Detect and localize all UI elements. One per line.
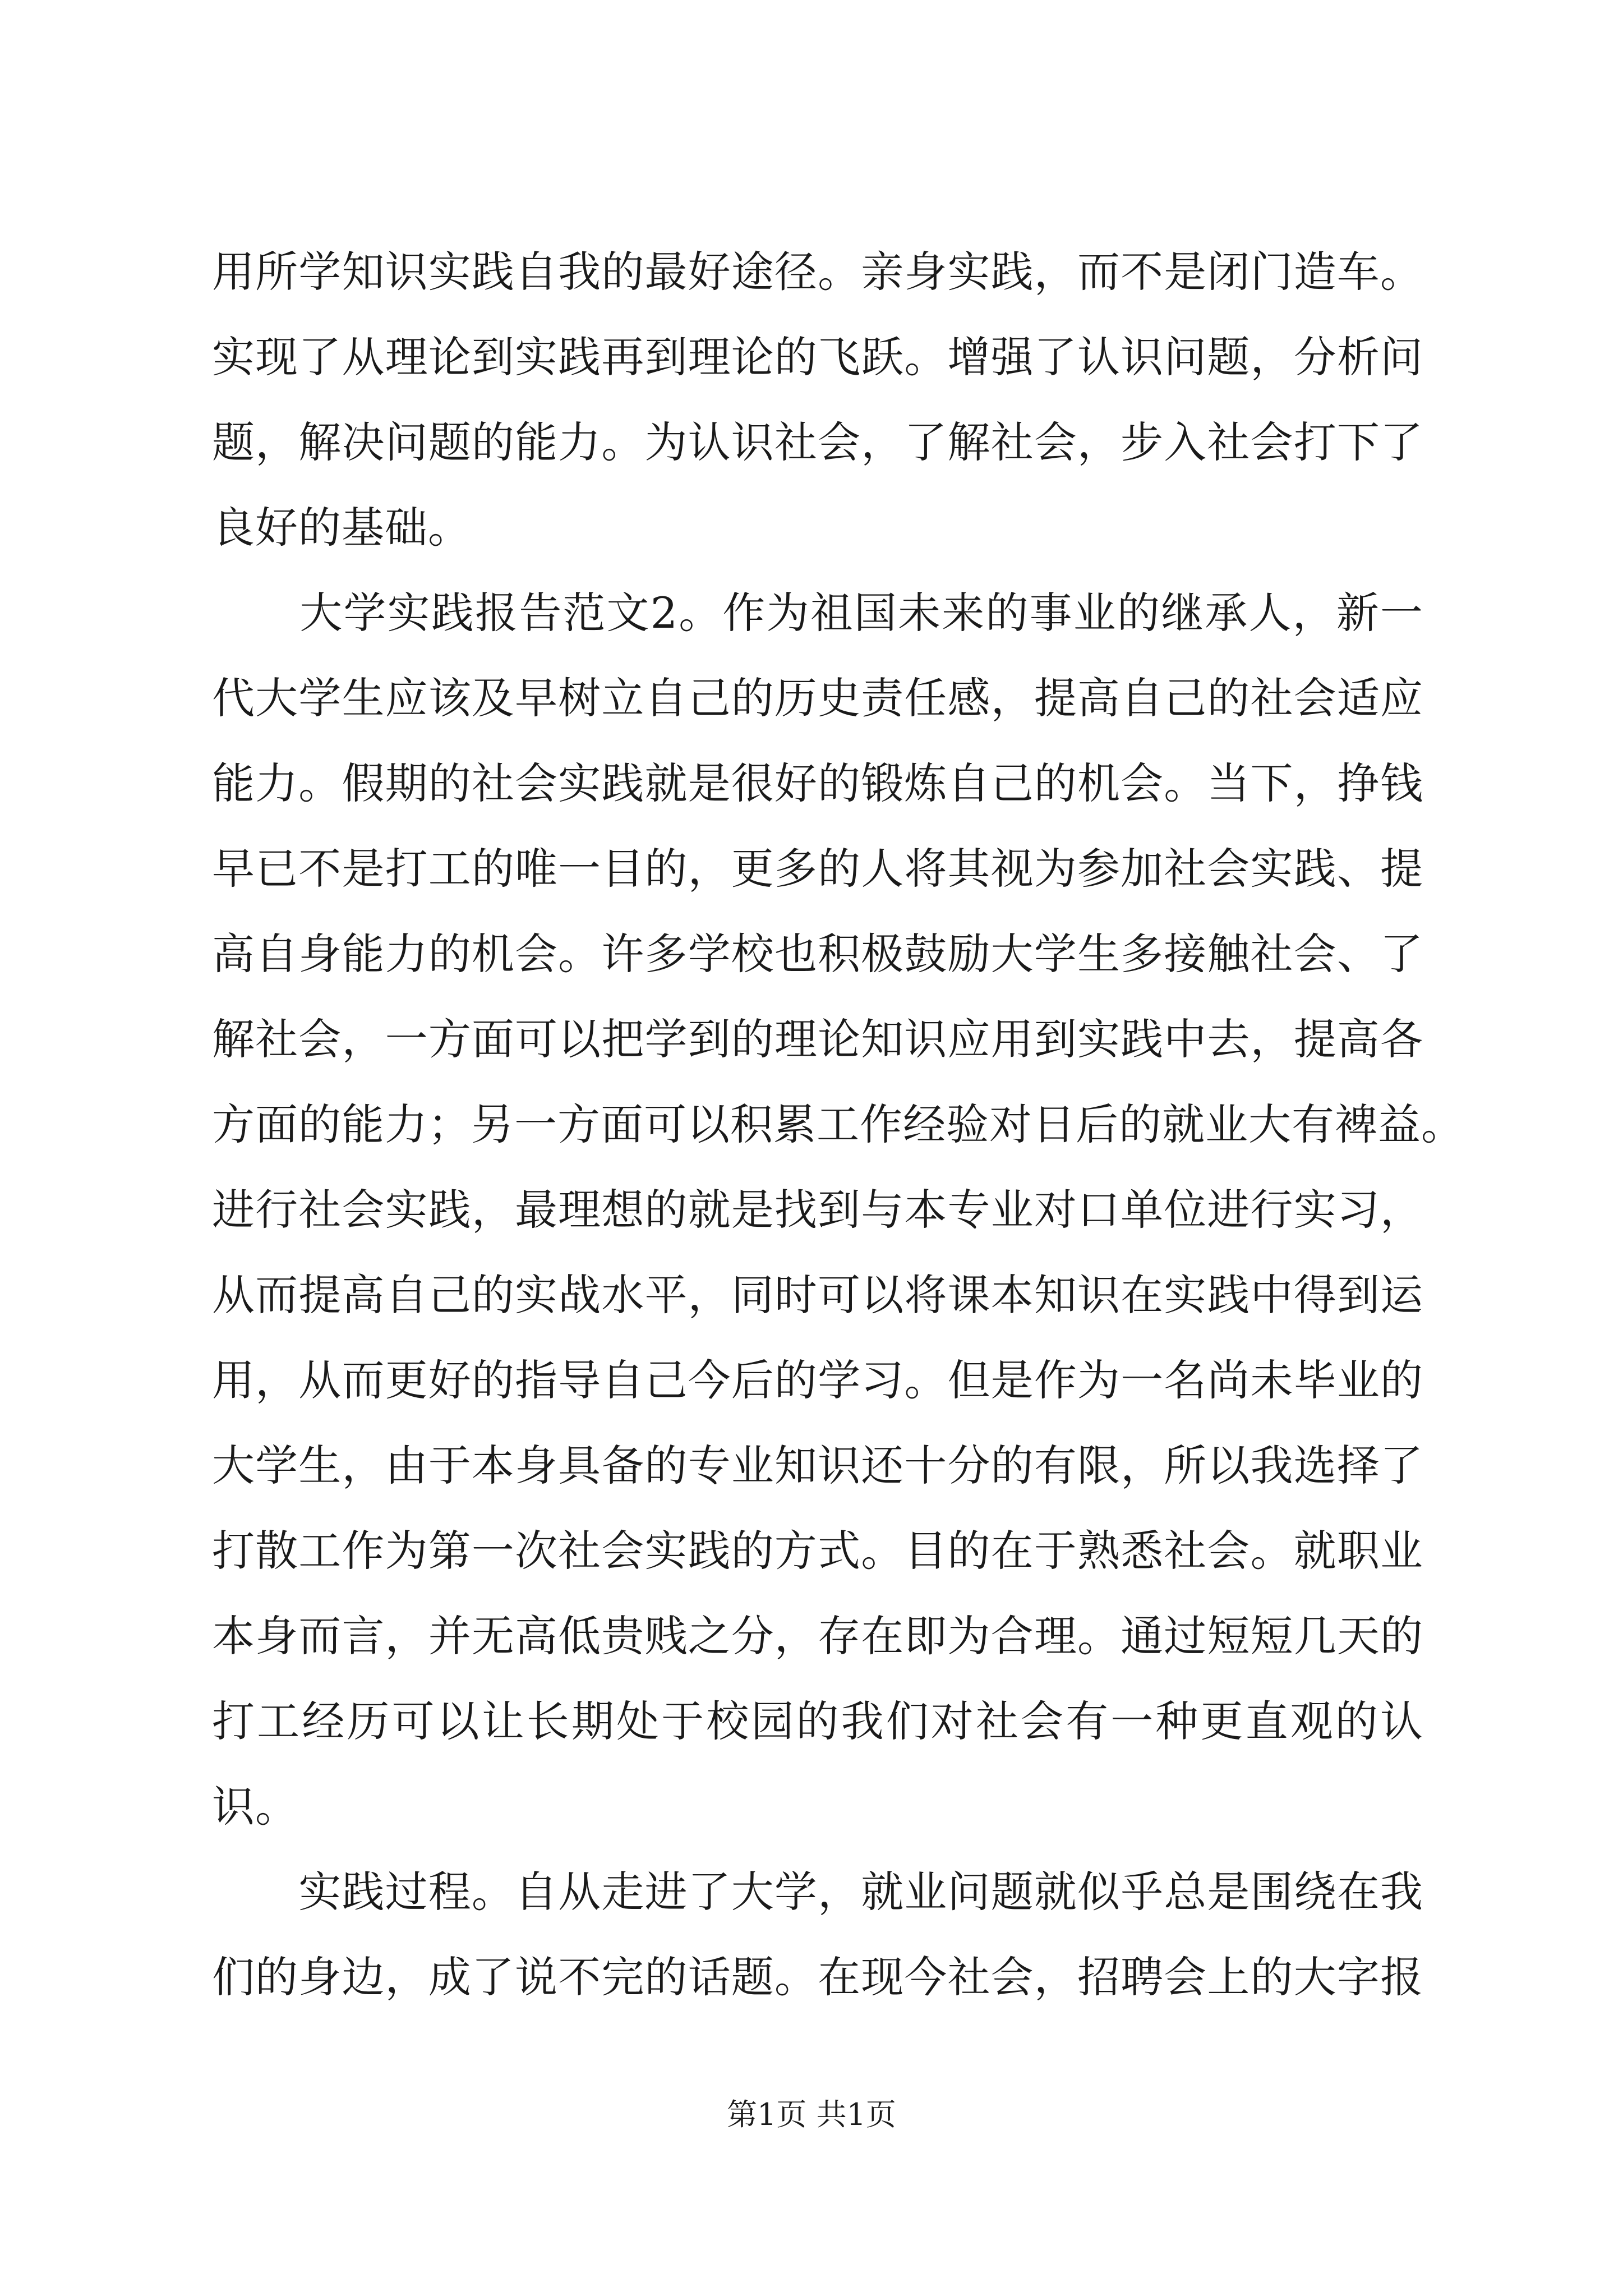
text-line: 进行社会实践，最理想的就是找到与本专业对口单位进行实习， <box>212 1185 1423 1235</box>
text-line: 大学生，由于本身具备的专业知识还十分的有限，所以我选择了 <box>212 1441 1423 1490</box>
text-line: 们的身边，成了说不完的话题。在现今社会，招聘会上的大字报 <box>212 1952 1423 2002</box>
text-line: 实现了从理论到实践再到理论的飞跃。增强了认识问题，分析问 <box>212 332 1423 382</box>
text-line: 打工经历可以让长期处于校园的我们对社会有一种更直观的认 <box>212 1696 1423 1746</box>
text-line: 高自身能力的机会。许多学校也积极鼓励大学生多接触社会、了 <box>212 929 1423 979</box>
text-line: 用，从而更好的指导自己今后的学习。但是作为一名尚未毕业的 <box>212 1355 1423 1405</box>
text-line: 用所学知识实践自我的最好途径。亲身实践，而不是闭门造车。 <box>212 247 1423 297</box>
paragraph-2 <box>212 570 1464 1849</box>
text-line: 方面的能力；另一方面可以积累工作经验对日后的就业大有裨益。 <box>212 1099 1464 1149</box>
text-line: 解社会，一方面可以把学到的理论知识应用到实践中去，提高各 <box>212 1014 1423 1064</box>
text-line: 从而提高自己的实战水平，同时可以将课本知识在实践中得到运 <box>212 1270 1423 1320</box>
paragraph-1 <box>212 229 1423 570</box>
text-line: 打散工作为第一次社会实践的方式。目的在于熟悉社会。就职业 <box>212 1526 1423 1576</box>
text-line: 早已不是打工的唯一目的，更多的人将其视为参加社会实践、提 <box>212 844 1423 894</box>
page-number-label: 第1页 共1页 <box>727 2097 896 2132</box>
text-line: 大学实践报告范文2。作为祖国未来的事业的继承人，新一 <box>212 588 1423 638</box>
page-footer <box>0 2095 1623 2134</box>
text-line: 实践过程。自从走进了大学，就业问题就似乎总是围绕在我 <box>212 1867 1423 1917</box>
text-line: 代大学生应该及早树立自己的历史责任感，提高自己的社会适应 <box>212 673 1423 723</box>
text-line: 良好的基础。 <box>212 503 471 553</box>
document-body <box>212 229 1464 2020</box>
text-line: 本身而言，并无高低贵贱之分，存在即为合理。通过短短几天的 <box>212 1611 1423 1661</box>
text-line: 识。 <box>212 1782 298 1832</box>
text-line: 能力。假期的社会实践就是很好的锻炼自己的机会。当下，挣钱 <box>212 758 1423 808</box>
paragraph-3 <box>212 1849 1423 2020</box>
text-line: 题，解决问题的能力。为认识社会，了解社会，步入社会打下了 <box>212 417 1423 467</box>
